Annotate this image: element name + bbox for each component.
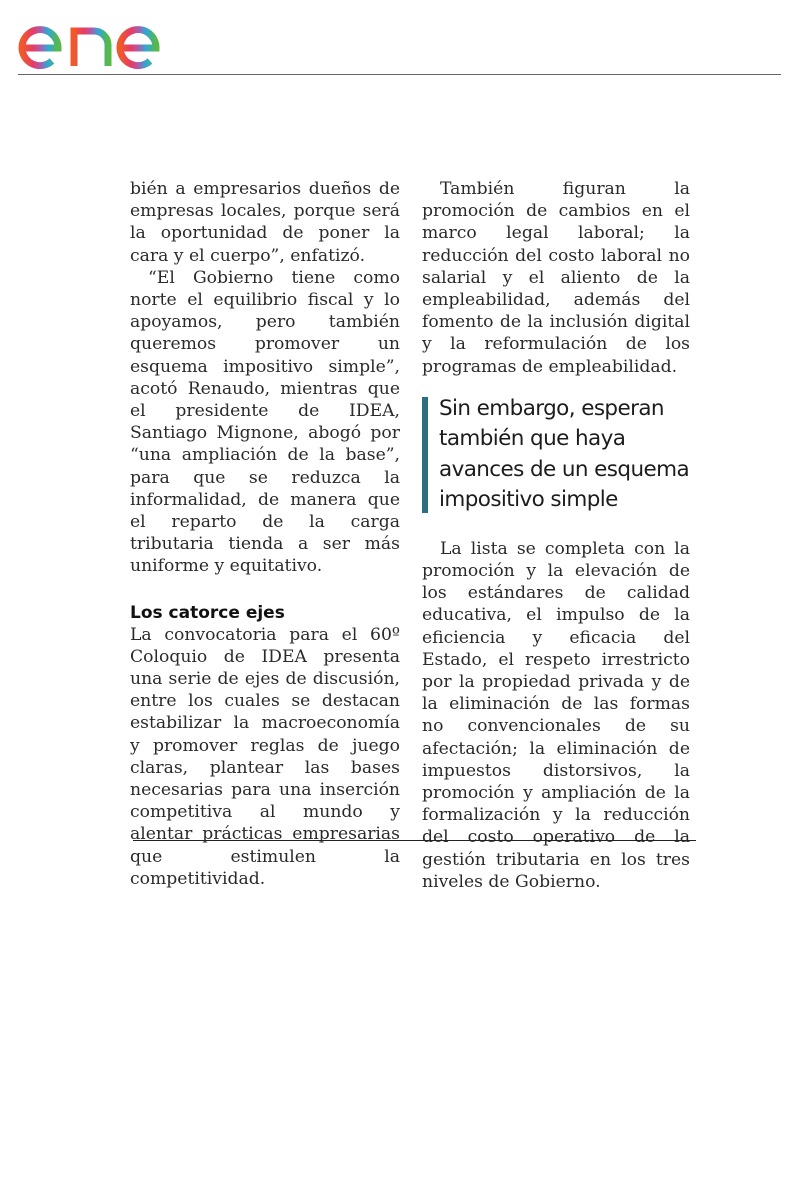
- paragraph: “El Gobierno tiene como norte el equilibrio fiscal y lo apoyamos, pero también queremos promover un esquema impositivo simple”, acotó Renaudo, mientras que el presidente de IDEA, Santiago Mignone, abogó por “una ampliación de la base”, para que se reduzca la informalidad, de manera que el reparto de la carga tributaria tienda a ser más uniforme y equitativo.: [130, 267, 400, 577]
- article-column-left: [130, 178, 400, 890]
- header-divider: [18, 74, 781, 75]
- pull-quote-bar: [422, 397, 428, 513]
- pull-quote-text: Sin embargo, esperan también que haya avances de un esquema impositivo simple: [439, 395, 690, 513]
- section-subhead: Los catorce ejes: [130, 602, 285, 623]
- paragraph: También figuran la promoción de cambios en el marco legal laboral; la reducción del costo laboral no salarial y el aliento de la empleabilidad, además del fomento de la inclusión digital y la reformulación de los programas de empleabilidad.: [422, 179, 690, 377]
- enel-logo: [18, 4, 193, 70]
- paragraph: La convocatoria para el 60º Coloquio de IDEA presenta una serie de ejes de discusión, entre los cuales se destacan estabilizar la macroeconomía y promover reglas de juego claras, plantear las bases necesarias para una inserción competitiva al mundo y alentar prácticas empresarias que estimulen la competitividad.: [130, 624, 400, 889]
- pull-quote: [422, 394, 690, 516]
- paragraph: La lista se completa con la promoción y la elevación de los estándares de calidad educativa, el impulso de la eficiencia y eficacia del Estado, el respeto irrestricto por la propiedad privada y de la eliminación de las formas no convencionales de su afectación; la eliminación de impuestos distorsivos, la promoción y ampliación de la formalización y la reducción del costo operativo de la gestión tributaria en los tres niveles de Gobierno.: [422, 538, 690, 892]
- paragraph: bién a empresarios dueños de empresas locales, porque será la oportunidad de poner la cara y el cuerpo”, enfatizó.: [130, 179, 400, 266]
- article-column-right: [422, 178, 690, 893]
- newspaper-clipping: [130, 178, 696, 892]
- clipping-bottom-divider: [133, 840, 696, 841]
